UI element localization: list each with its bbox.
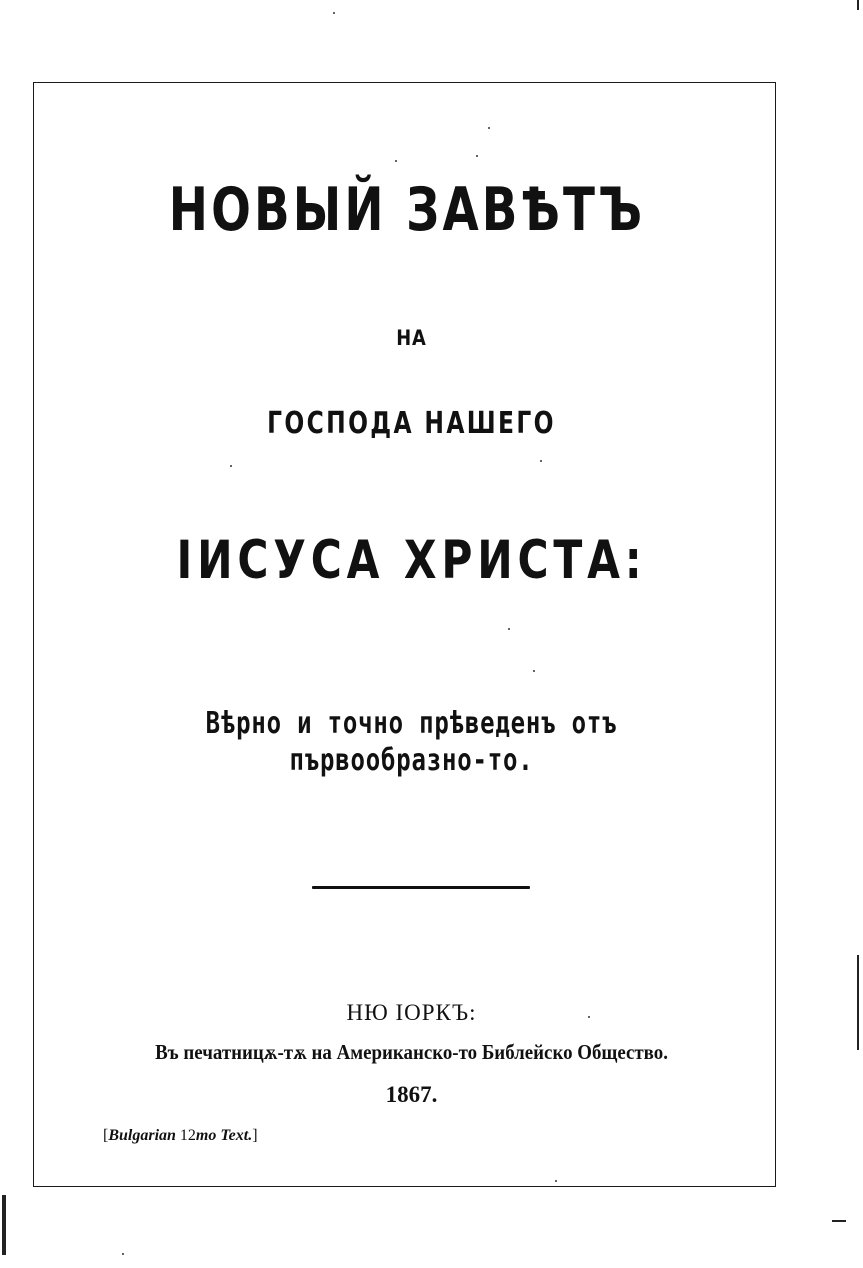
scan-speck [395, 160, 397, 162]
scan-speck [488, 127, 490, 129]
imprint-city: НЮ ІОРКЪ: [346, 1000, 477, 1025]
book-title: НОВЫЙ ЗАВѢТЪ [168, 175, 646, 245]
lord-line: ГОСПОДА НАШЕГО [267, 406, 556, 441]
edition-bracket-open: [ [103, 1127, 109, 1144]
scan-speck [540, 460, 542, 462]
imprint-printer: Въ печатницѫ-тѫ на Американско-то Библейско Общество. [155, 1040, 668, 1064]
scan-speck [533, 670, 535, 672]
scan-edge-mark [2, 1195, 6, 1255]
scan-edge-mark [857, 955, 859, 1050]
scan-speck [122, 1253, 124, 1255]
edition-bracket-close: ] [252, 1127, 258, 1144]
scan-edge-mark [857, 0, 859, 10]
decorative-rule [312, 886, 530, 889]
scan-speck [555, 1180, 557, 1182]
scan-speck [476, 155, 478, 157]
preposition-line: НА [396, 326, 427, 350]
subtitle-line-1: Вѣрно и точно прѣведенъ отъ [205, 706, 618, 741]
edition-language: Bulgarian [108, 1127, 176, 1144]
edition-format-suffix: mo [195, 1127, 217, 1144]
subtitle-line-2: първообразно-то. [289, 743, 534, 778]
scan-speck [508, 628, 510, 630]
edition-text: Text. [216, 1127, 253, 1144]
scan-speck [588, 1016, 590, 1018]
edition-note [103, 1127, 258, 1145]
scan-speck [333, 12, 335, 14]
scan-edge-mark [832, 1220, 846, 1222]
edition-format-number: 12 [175, 1127, 196, 1144]
scan-speck [230, 465, 232, 467]
imprint-year: 1867. [385, 1082, 438, 1107]
name-line: ІИСУСА ХРИСТА: [176, 530, 647, 591]
